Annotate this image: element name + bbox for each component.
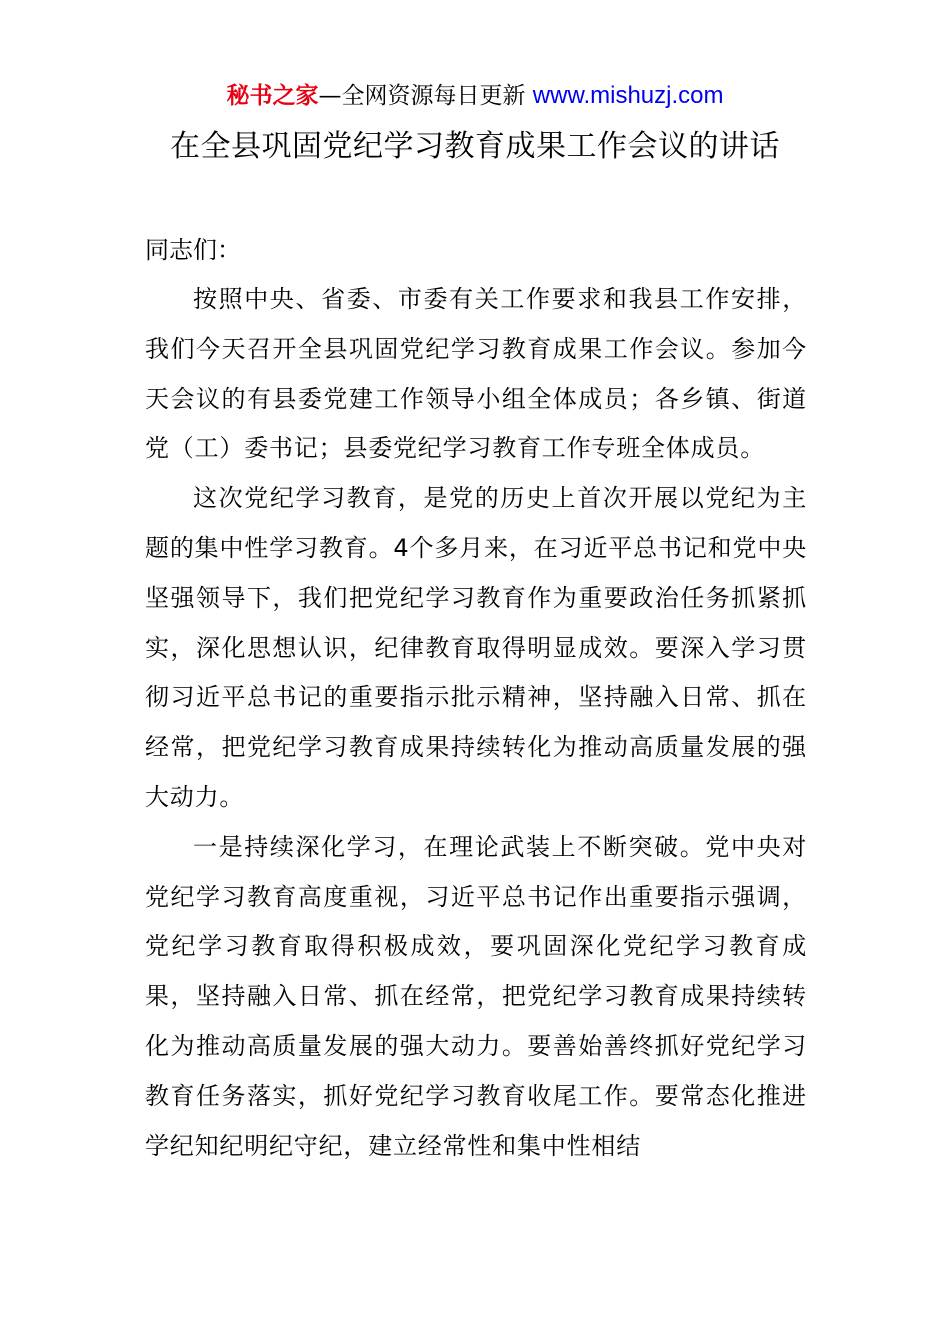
- site-name: 秘书之家: [226, 83, 319, 109]
- paragraph-3: 一是持续深化学习，在理论武装上不断突破。党中央对党纪学习教育高度重视，习近平总书记作出重要指示强调，党纪学习教育取得积极成效，要巩固深化党纪学习教育成果，坚持融入日常、抓在经常，把党纪学习教育成果持续转化为推动高质量发展的强大动力。要善始善终抓好党纪学习教育任务落实，抓好党纪学习教育收尾工作。要常态化推进学纪知纪明纪守纪，建立经常性和集中性相结: [145, 832, 807, 1160]
- paragraph-1: 按照中央、省委、市委有关工作要求和我县工作安排，我们今天召开全县巩固党纪学习教育成果工作会议。参加今天会议的有县委党建工作领导小组全体成员；各乡镇、街道党（工）委书记；县委党纪学习教育工作专班全体成员。: [145, 285, 807, 463]
- salutation: 同志们：: [145, 236, 241, 264]
- site-url-link[interactable]: www.mishuzj.com: [532, 82, 724, 109]
- document-body: [145, 225, 807, 1171]
- paragraph-2: 这次党纪学习教育，是党的历史上首次开展以党纪为主题的集中性学习教育。4个多月来，在习近平总书记和党中央坚强领导下，我们把党纪学习教育作为重要政治任务抓紧抓实，深化思想认识，纪律教育取得明显成效。要深入学习贯彻习近平总书记的重要指示批示精神，坚持融入日常、抓在经常，把党纪学习教育成果持续转化为推动高质量发展的强大动力。: [145, 484, 807, 811]
- site-header: [0, 80, 950, 112]
- site-tagline: —全网资源每日更新: [318, 83, 533, 109]
- document-title: 在全县巩固党纪学习教育成果工作会议的讲话: [170, 129, 780, 164]
